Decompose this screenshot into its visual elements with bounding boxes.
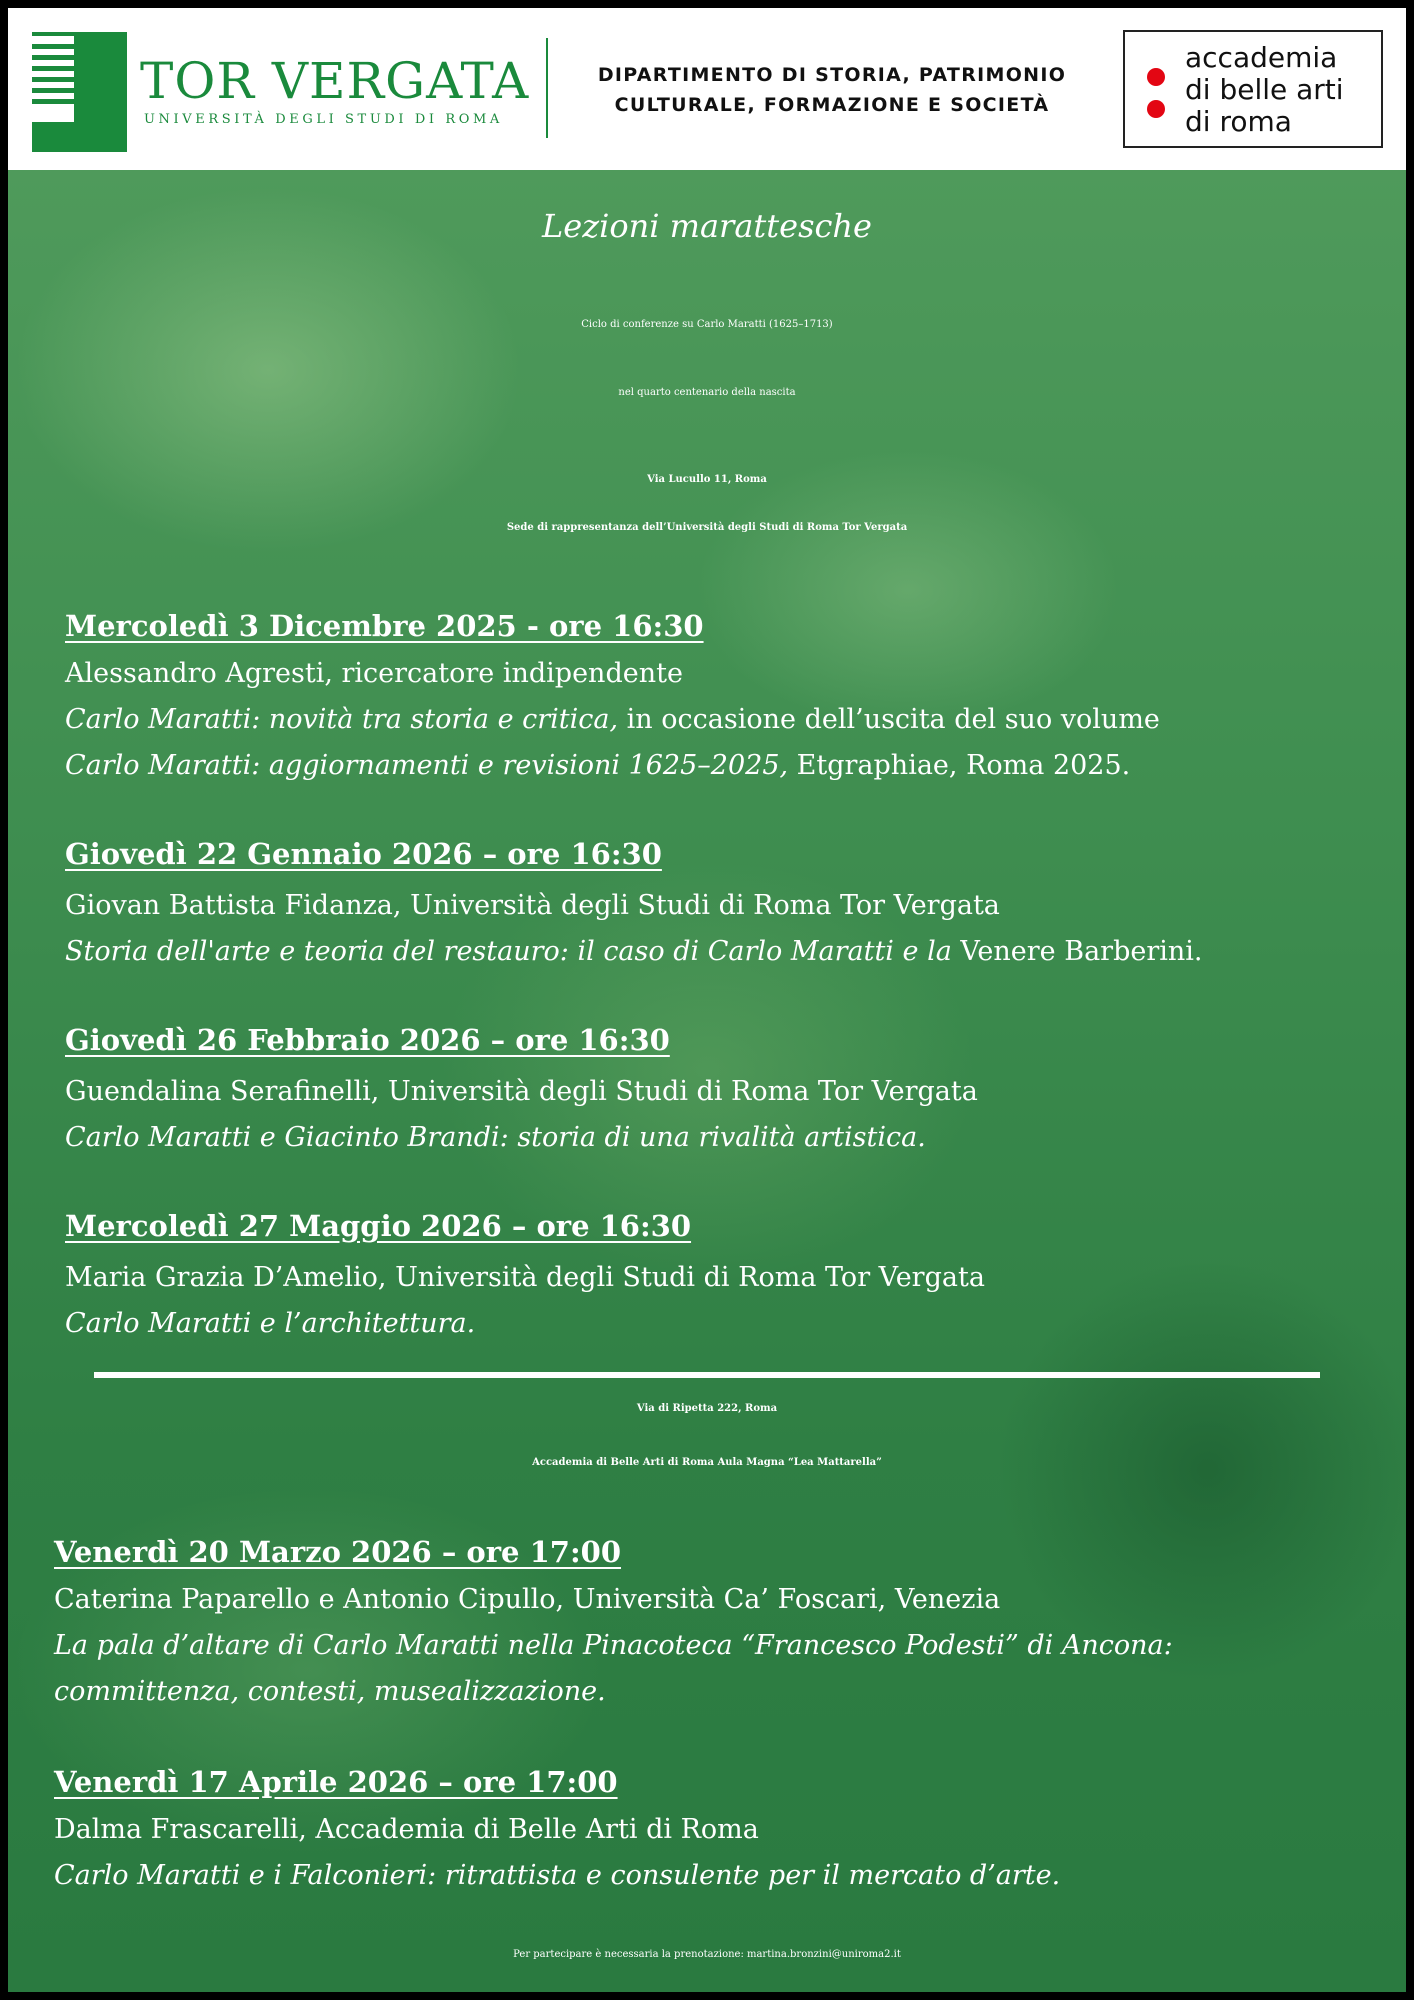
event-1-title-2-rest: Etgraphiae, Roma 2025. (788, 750, 1131, 781)
event-6-title: Carlo Maratti e i Falconieri: ritrattista e consulente per il mercato d’arte. (54, 1860, 1061, 1891)
event-5-title-line-1: La pala d’altare di Carlo Maratti nella Pinacoteca “Francesco Podesti” di Ancona: (54, 1630, 1173, 1661)
event-3-speaker: Guendalina Serafinelli, Università degli Studi di Roma Tor Vergata (65, 1076, 978, 1107)
venue-1-address: Via Lucullo 11, Roma (647, 474, 767, 485)
event-4-title: Carlo Maratti e l’architettura. (65, 1308, 476, 1339)
university-subtitle: UNIVERSITÀ DEGLI STUDI DI ROMA (144, 112, 503, 127)
event-4-date: Mercoledì 27 Maggio 2026 – ore 16:30 (65, 1209, 692, 1243)
event-5-date: Venerdì 20 Marzo 2026 – ore 17:00 (54, 1535, 622, 1569)
event-2-title-italic: Storia dell'arte e teoria del restauro: il caso di Carlo Maratti e la (65, 936, 952, 967)
event-6-date: Venerdì 17 Aprile 2026 – ore 17:00 (54, 1765, 618, 1799)
academy-line-3: di roma (1185, 105, 1292, 138)
department-line-2: CULTURALE, FORMAZIONE E SOCIETÀ (614, 94, 1050, 116)
event-2-title (65, 938, 1203, 965)
academy-name (1185, 42, 1344, 138)
poster-subtitle-line-1: Ciclo di conferenze su Carlo Maratti (1625–1713) (581, 319, 833, 330)
logo-header (8, 8, 1406, 170)
booking-footer: Per partecipare è necessaria la prenotazione: martina.bronzini@uniroma2.it (513, 1949, 901, 1960)
event-2-title-rest: Venere Barberini. (951, 936, 1203, 967)
university-name: TOR VERGATA (140, 52, 530, 110)
event-1-speaker: Alessandro Agresti, ricercatore indipendente (65, 658, 683, 689)
event-4-speaker: Maria Grazia D’Amelio, Università degli Studi di Roma Tor Vergata (65, 1262, 985, 1293)
academy-line-2: di belle arti (1185, 73, 1344, 106)
poster-frame (8, 8, 1406, 1992)
green-poster (8, 170, 1406, 1992)
venue-1-place: Sede di rappresentanza dell’Università degli Studi di Roma Tor Vergata (506, 522, 908, 533)
department-name (556, 60, 1108, 120)
section-divider (94, 1372, 1320, 1378)
event-2-date: Giovedì 22 Gennaio 2026 – ore 16:30 (65, 837, 662, 871)
event-5-speaker: Caterina Paparello e Antonio Cipullo, Università Ca’ Foscari, Venezia (54, 1584, 1001, 1615)
event-3-title: Carlo Maratti e Giacinto Brandi: storia di una rivalità artistica. (65, 1122, 926, 1153)
event-6-speaker: Dalma Frascarelli, Accademia di Belle Arti di Roma (54, 1814, 759, 1845)
event-5-title-line-2: committenza, contesti, musealizzazione. (54, 1676, 606, 1707)
header-divider (546, 38, 548, 138)
event-1-date: Mercoledì 3 Dicembre 2025 - ore 16:30 (65, 609, 704, 643)
event-1-title-rest: in occasione dell’uscita del suo volume (618, 704, 1160, 735)
academy-line-1: accademia (1185, 41, 1338, 74)
venue-2-place: Accademia di Belle Arti di Roma Aula Magna “Lea Mattarella” (532, 1457, 882, 1468)
academy-red-dot-icon (1147, 100, 1165, 118)
event-1-title-2-italic: Carlo Maratti: aggiornamenti e revisioni 1625–2025, (65, 750, 789, 781)
event-2-speaker: Giovan Battista Fidanza, Università degli Studi di Roma Tor Vergata (65, 890, 1000, 921)
department-line-1: DIPARTIMENTO DI STORIA, PATRIMONIO (597, 64, 1067, 86)
poster-title: Lezioni marattesche (542, 207, 872, 245)
academy-logo (1123, 30, 1383, 148)
venue-2-address: Via di Ripetta 222, Roma (636, 1403, 778, 1414)
academy-red-dot-icon (1147, 68, 1165, 86)
poster-subtitle-line-2: nel quarto centenario della nascita (618, 387, 796, 398)
tor-vergata-logo-icon (32, 32, 127, 152)
event-1-title-italic: Carlo Maratti: novità tra storia e critica, (65, 704, 619, 735)
event-1-title (65, 706, 1160, 733)
event-1-title-2 (65, 752, 1130, 779)
event-3-date: Giovedì 26 Febbraio 2026 – ore 16:30 (65, 1023, 670, 1057)
